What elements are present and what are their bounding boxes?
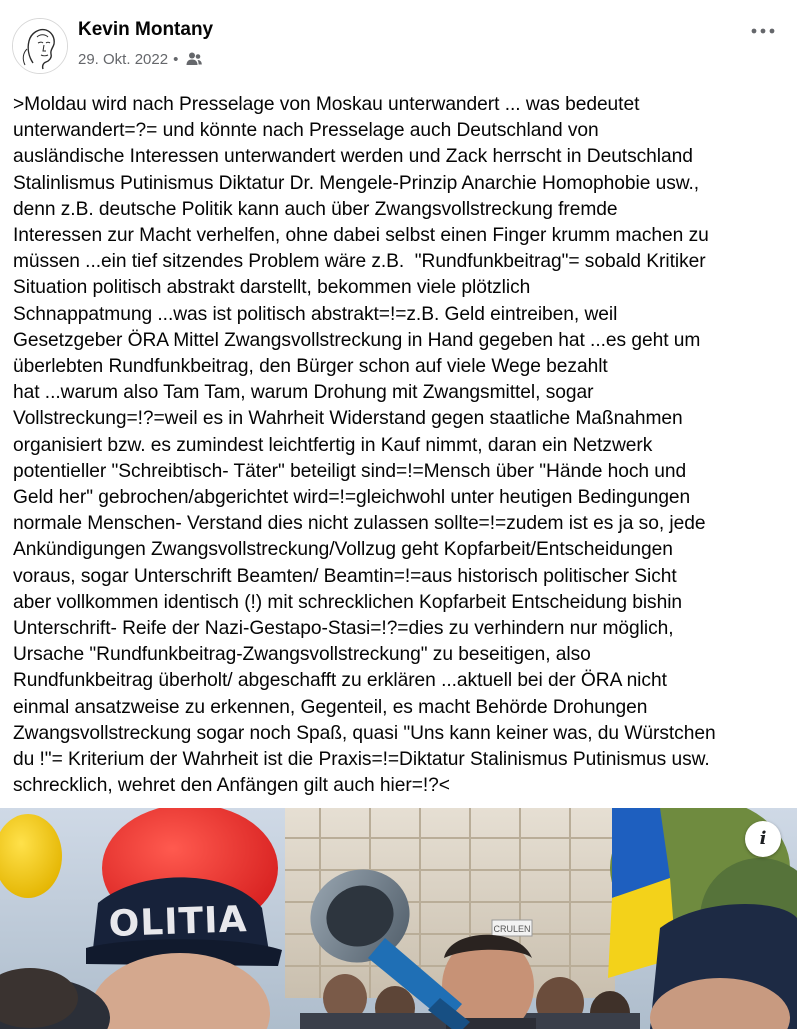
meta-separator: •	[173, 50, 179, 68]
post-date[interactable]: 29. Okt. 2022	[78, 50, 169, 68]
sign-text: CRULEN	[493, 924, 531, 934]
info-button[interactable]	[745, 821, 781, 857]
friends-icon[interactable]	[185, 51, 203, 67]
post-meta	[78, 49, 203, 69]
cap-lettering: OLITIA	[108, 899, 249, 945]
post-header	[0, 0, 797, 90]
post-text: >Moldau wird nach Presselage von Moskau unterwandert ... was bedeutet unterwandert=?= und könnte nach Presselage auch Deutschland von ausländische Interessen unterwandert werden und Zack herrscht in Deutschland Stalinlismus Putinismus Diktatur Dr. Mengele-Prinzip Anarchie Homophobie usw., denn z.B. deutsche Politik kann auch über Zwangsvollstreckung fremde Interessen zur Macht verhelfen, ohne dabei selbst einen Finger krumm machen zu müssen ...ein tief sitzendes Problem wäre z.B. "Rundfunkbeitrag"= sobald Kritiker Situation politisch abstrakt darstellt, bekommen viele plötzlich Schnappatmung ...was ist politisch abstrakt=!=z.B. Geld eintreiben, weil Gesetzgeber ÖRA Mittel Zwangsvollstreckung in Hand gegeben hat ...es geht um überlebten Rundfunkbeitrag, den Bürger schon auf viele Wege bezahlt hat ...warum also Tam Tam, warum Drohung mit Zwangsmittel, sogar Vollstreckung=!?=weil es in Wahrheit Widerstand gegen staatliche Maßnahmen organisiert bzw. es zumindest leichtfertig in Kauf nimmt, daran ein Netzwerk potentieller "Schreibtisch- Täter" beteiligt sind=!=Mensch über "Hände hoch und Geld her" gebrochen/abgerichtet wird=!=gleichwohl unter heutigen Bedingungen normale Menschen- Verstand dies nicht zulassen sollte=!=zudem ist es ja so, jede Ankündigungen Zwangsvollstreckung/Vollzug geht Kopfarbeit/Entscheidungen voraus, sogar Unterschrift Beamten/ Beamtin=!=aus historisch politischer Sicht aber vollkommen identisch (!) mit schrecklichen Kopfarbeit Entscheidung bishin Unterschrift- Reife der Nazi-Gestapo-Stasi=!?=dies zu verhindern nur möglich, Ursache "Rundfunkbeitrag-Zwangsvollstreckung" zu beseitigen, also Rundfunkbeitrag überholt/ abgeschafft zu erklären ...aktuell bei der ÖRA nicht einmal ansatzweise zu erkennen, Gegenteil, es macht Behörde Drohungen Zwangsvollstreckung sogar noch Spaß, quasi "Uns kann keiner was, du Würstchen du !"= Kriterium der Wahrheit ist die Praxis=!=Diktatur Stalinismus Putinismus usw. schrecklich, wehret den Anfängen gilt auch hier=!?<	[13, 94, 716, 797]
avatar-sketch-icon	[13, 19, 67, 73]
info-icon: i	[759, 828, 767, 849]
avatar[interactable]	[12, 18, 68, 74]
post-image[interactable]	[0, 808, 797, 1029]
more-options-button[interactable]	[746, 20, 780, 42]
more-horizontal-icon	[751, 28, 775, 34]
author-name[interactable]: Kevin Montany	[78, 19, 214, 40]
